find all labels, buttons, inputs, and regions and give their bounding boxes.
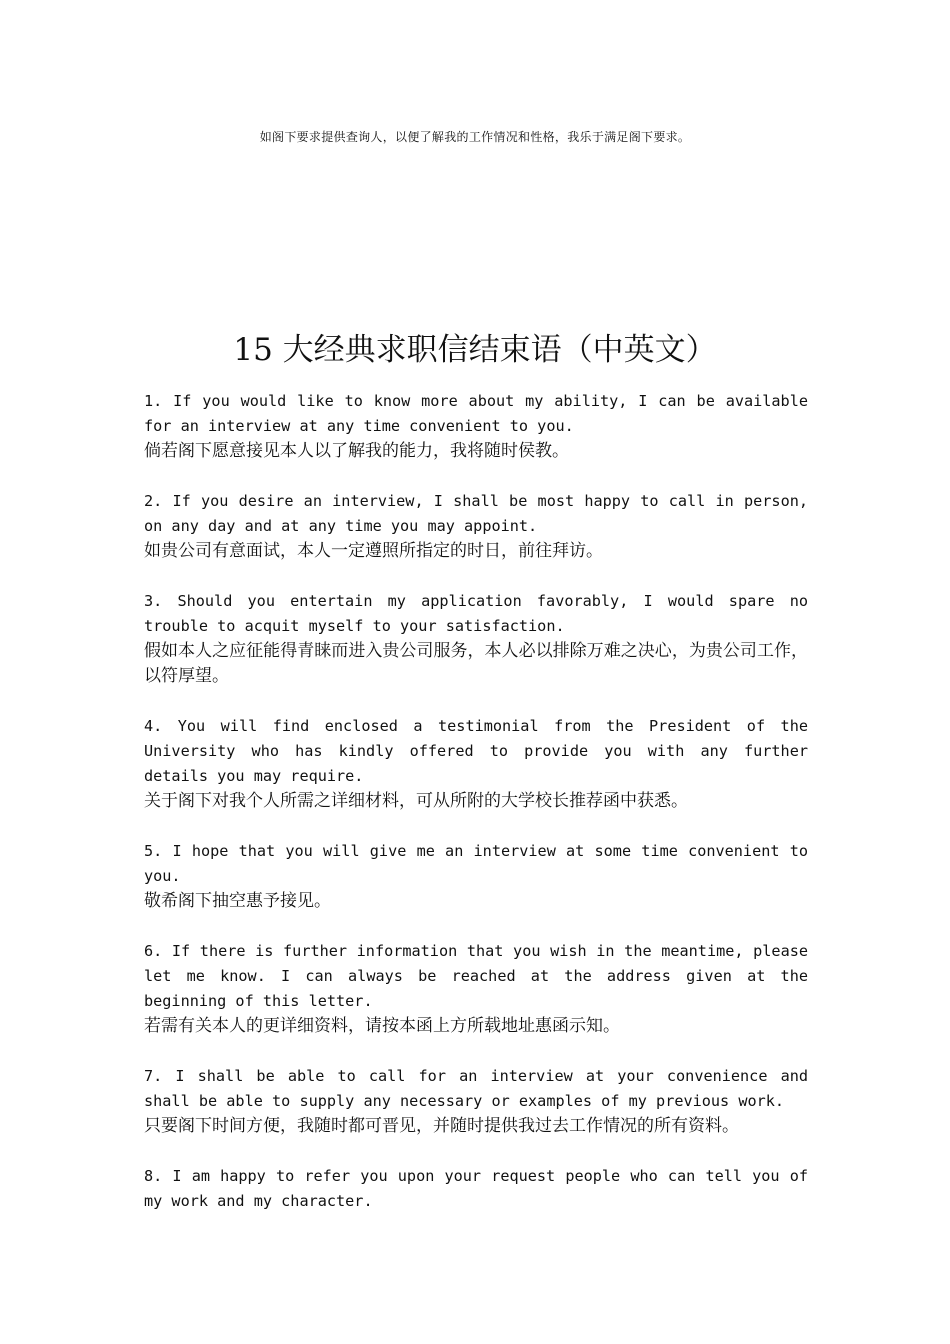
entry-english: 6. If there is further information that you wish in the meantime, please let me know. I can always be reached at the address given at the beginning of this letter.: [144, 942, 808, 1010]
entry-chinese: 敬希阁下抽空惠予接见。: [144, 891, 331, 911]
entry-english: 3. Should you entertain my application favorably, I would spare no trouble to acquit myself to your satisfaction.: [144, 592, 808, 635]
entry-english: 7. I shall be able to call for an interview at your convenience and shall be able to supply any necessary or examples of my previous work.: [144, 1067, 808, 1110]
entry-chinese: 若需有关本人的更详细资料，请按本函上方所载地址惠函示知。: [144, 1016, 620, 1036]
entry-chinese: 只要阁下时间方便，我随时都可晋见，并随时提供我过去工作情况的所有资料。: [144, 1116, 739, 1136]
entry-english: 2. If you desire an interview, I shall be most happy to call in person, on any day and at any time you may appoint.: [144, 492, 808, 535]
header-text: 如阁下要求提供查询人，以便了解我的工作情况和性格，我乐于满足阁下要求。: [259, 130, 691, 144]
entry-3: [144, 589, 808, 689]
entry-4: [144, 714, 808, 814]
entry-2: [144, 489, 808, 564]
entry-english: 8. I am happy to refer you upon your request people who can tell you of my work and my character.: [144, 1167, 808, 1210]
entry-chinese: 如贵公司有意面试，本人一定遵照所指定的时日，前往拜访。: [144, 541, 603, 561]
entry-english: 1. If you would like to know more about my ability, I can be available for an interview at any time convenient to you.: [144, 392, 808, 435]
entry-chinese: 倘若阁下愿意接见本人以了解我的能力，我将随时侯教。: [144, 441, 569, 461]
entries-list: [144, 389, 808, 1239]
entry-chinese: 关于阁下对我个人所需之详细材料，可从所附的大学校长推荐函中获悉。: [144, 791, 688, 811]
entry-chinese: 假如本人之应征能得青睐而进入贵公司服务，本人必以排除万难之决心，为贵公司工作，以符厚望。: [144, 641, 808, 686]
entry-5: [144, 839, 808, 914]
entry-english: 5. I hope that you will give me an interview at some time convenient to you.: [144, 842, 808, 885]
entry-6: [144, 939, 808, 1039]
page-title: 15 大经典求职信结束语（中英文）: [233, 332, 717, 368]
entry-1: [144, 389, 808, 464]
entry-8: [144, 1164, 808, 1214]
entry-7: [144, 1064, 808, 1139]
entry-english: 4. You will find enclosed a testimonial from the President of the University who has kindly offered to provide you with any further details you may require.: [144, 717, 808, 785]
